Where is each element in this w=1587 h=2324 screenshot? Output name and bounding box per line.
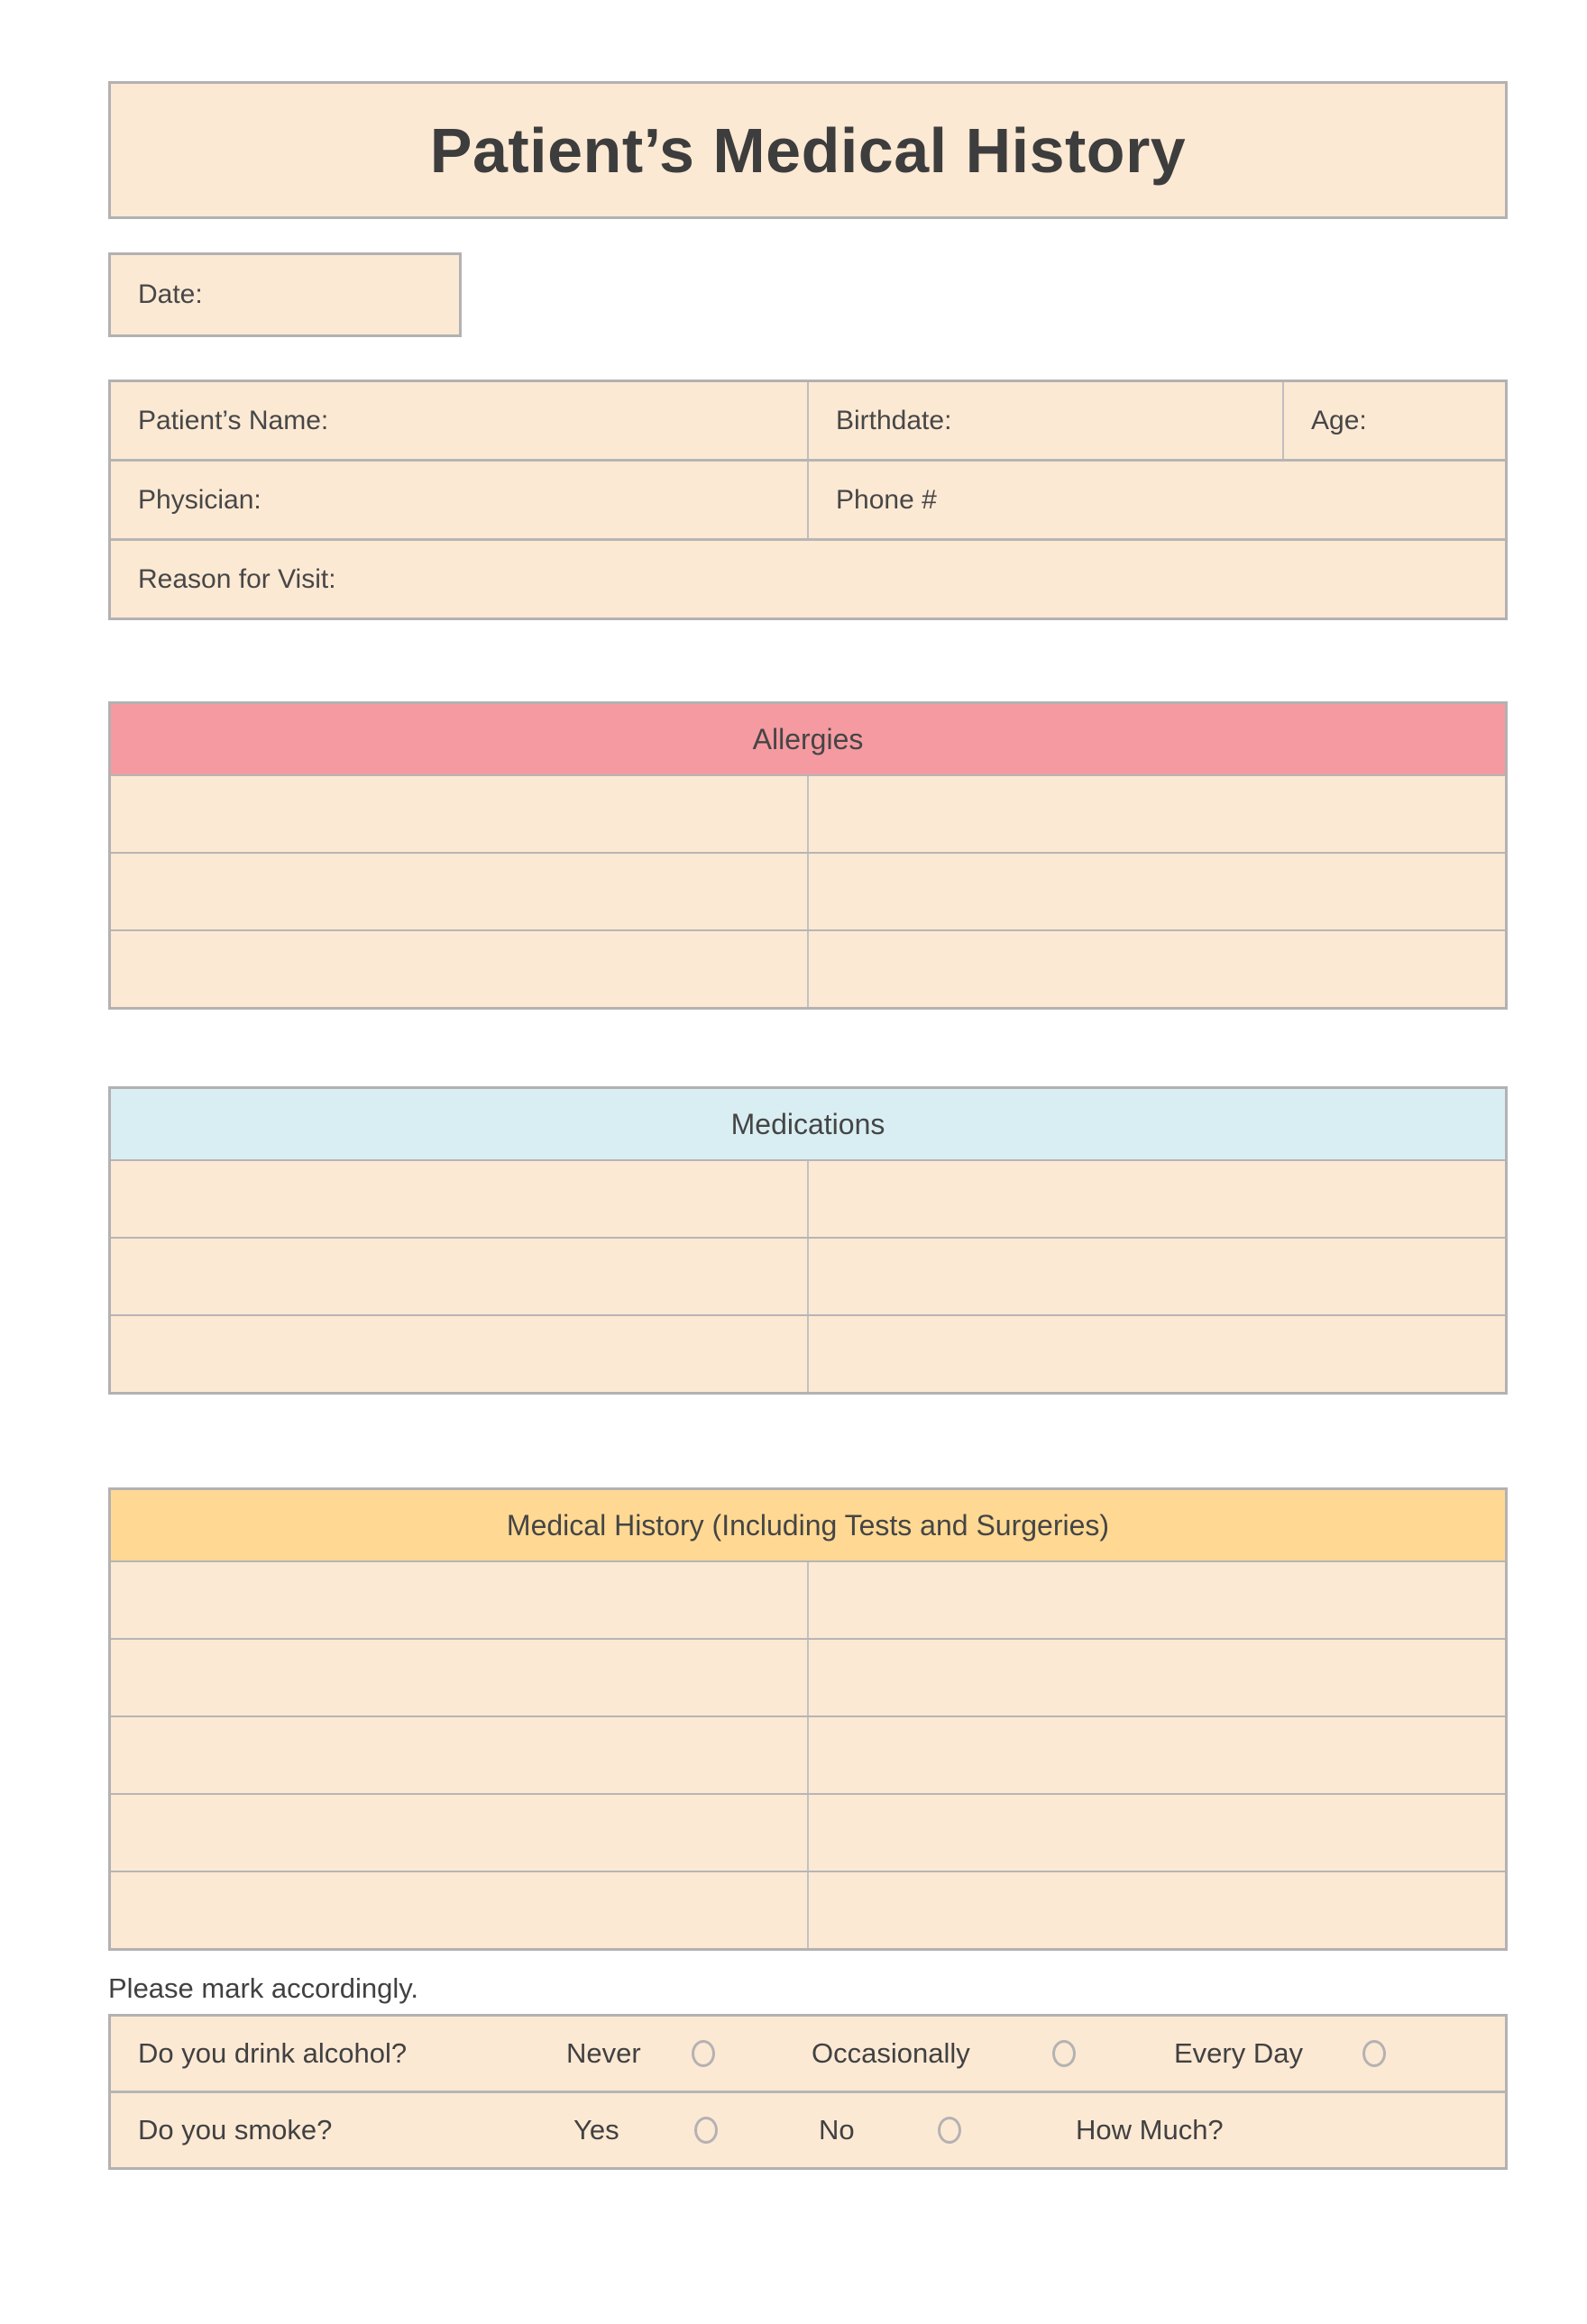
date-label: Date: xyxy=(138,279,203,309)
smoke-question-row xyxy=(111,2091,1505,2167)
form-page xyxy=(108,81,1508,2170)
physician-label: Physician: xyxy=(138,484,261,515)
allergies-section xyxy=(108,701,1508,1010)
radio-no[interactable] xyxy=(938,2117,961,2144)
age-label: Age: xyxy=(1311,405,1367,435)
phone-label: Phone # xyxy=(836,484,937,515)
medical-history-cell[interactable] xyxy=(111,1795,807,1871)
medications-cell[interactable] xyxy=(111,1239,807,1314)
option-label-yes: Yes xyxy=(573,2114,619,2146)
instruction-text: Please mark accordingly. xyxy=(108,1972,419,2004)
medications-cell[interactable] xyxy=(111,1316,807,1392)
medical-history-rows xyxy=(111,1560,1505,1948)
medical-history-cell[interactable] xyxy=(111,1717,807,1793)
medications-cell[interactable] xyxy=(807,1316,1505,1392)
table-row xyxy=(111,1638,1505,1716)
birthdate-cell[interactable] xyxy=(807,382,1282,459)
page-title-box xyxy=(108,81,1508,219)
medications-title: Medications xyxy=(730,1107,885,1140)
medical-history-title: Medical History (Including Tests and Surgeries) xyxy=(506,1508,1110,1542)
table-row xyxy=(111,1793,1505,1871)
allergies-cell[interactable] xyxy=(111,931,807,1007)
patient-info-row-2 xyxy=(111,459,1505,538)
medical-history-cell[interactable] xyxy=(111,1872,807,1948)
reason-for-visit-cell[interactable] xyxy=(111,541,1505,618)
medical-history-section xyxy=(108,1487,1508,1951)
medical-history-cell[interactable] xyxy=(807,1717,1505,1793)
table-row xyxy=(111,1314,1505,1392)
medical-history-cell[interactable] xyxy=(807,1795,1505,1871)
patient-info-row-3 xyxy=(111,538,1505,618)
allergies-cell[interactable] xyxy=(807,776,1505,852)
physician-cell[interactable] xyxy=(111,462,807,538)
medical-history-cell[interactable] xyxy=(807,1640,1505,1716)
allergies-rows xyxy=(111,774,1505,1007)
table-row xyxy=(111,929,1505,1007)
allergies-cell[interactable] xyxy=(807,931,1505,1007)
medications-section xyxy=(108,1086,1508,1395)
allergies-title: Allergies xyxy=(752,722,864,755)
radio-occasionally[interactable] xyxy=(1052,2040,1076,2067)
reason-for-visit-label: Reason for Visit: xyxy=(138,563,336,594)
medications-cell[interactable] xyxy=(807,1239,1505,1314)
phone-cell[interactable] xyxy=(807,462,1505,538)
patient-name-cell[interactable] xyxy=(111,382,807,459)
option-label-occasionally: Occasionally xyxy=(812,2037,970,2069)
radio-yes[interactable] xyxy=(694,2117,718,2144)
option-label-no: No xyxy=(819,2114,855,2146)
page-title: Patient’s Medical History xyxy=(429,114,1187,186)
smoke-question-label: Do you smoke? xyxy=(138,2114,333,2146)
medical-history-cell[interactable] xyxy=(807,1562,1505,1638)
patient-info-table xyxy=(108,380,1508,620)
medications-cell[interactable] xyxy=(111,1161,807,1237)
allergies-cell[interactable] xyxy=(807,854,1505,929)
allergies-cell[interactable] xyxy=(111,776,807,852)
medical-history-cell[interactable] xyxy=(807,1872,1505,1948)
medical-history-cell[interactable] xyxy=(111,1640,807,1716)
table-row xyxy=(111,1560,1505,1638)
option-label-never: Never xyxy=(566,2037,641,2069)
questionnaire-table xyxy=(108,2014,1508,2170)
birthdate-label: Birthdate: xyxy=(836,405,952,435)
patient-info-row-1 xyxy=(111,382,1505,459)
alcohol-question-label: Do you drink alcohol? xyxy=(138,2037,408,2069)
allergies-cell[interactable] xyxy=(111,854,807,929)
date-field[interactable] xyxy=(108,252,462,337)
table-row xyxy=(111,1716,1505,1793)
option-label-every-day: Every Day xyxy=(1174,2037,1303,2069)
medications-header xyxy=(111,1089,1505,1159)
table-row xyxy=(111,1871,1505,1948)
table-row xyxy=(111,774,1505,852)
patient-name-label: Patient’s Name: xyxy=(138,405,329,435)
radio-never[interactable] xyxy=(692,2040,715,2067)
radio-every-day[interactable] xyxy=(1362,2040,1386,2067)
medical-history-cell[interactable] xyxy=(111,1562,807,1638)
table-row xyxy=(111,852,1505,929)
table-row xyxy=(111,1237,1505,1314)
alcohol-question-row xyxy=(111,2017,1505,2091)
medical-history-header xyxy=(111,1490,1505,1560)
allergies-header xyxy=(111,704,1505,774)
medications-rows xyxy=(111,1159,1505,1392)
how-much-label: How Much? xyxy=(1076,2114,1224,2146)
table-row xyxy=(111,1159,1505,1237)
medications-cell[interactable] xyxy=(807,1161,1505,1237)
age-cell[interactable] xyxy=(1282,382,1505,459)
